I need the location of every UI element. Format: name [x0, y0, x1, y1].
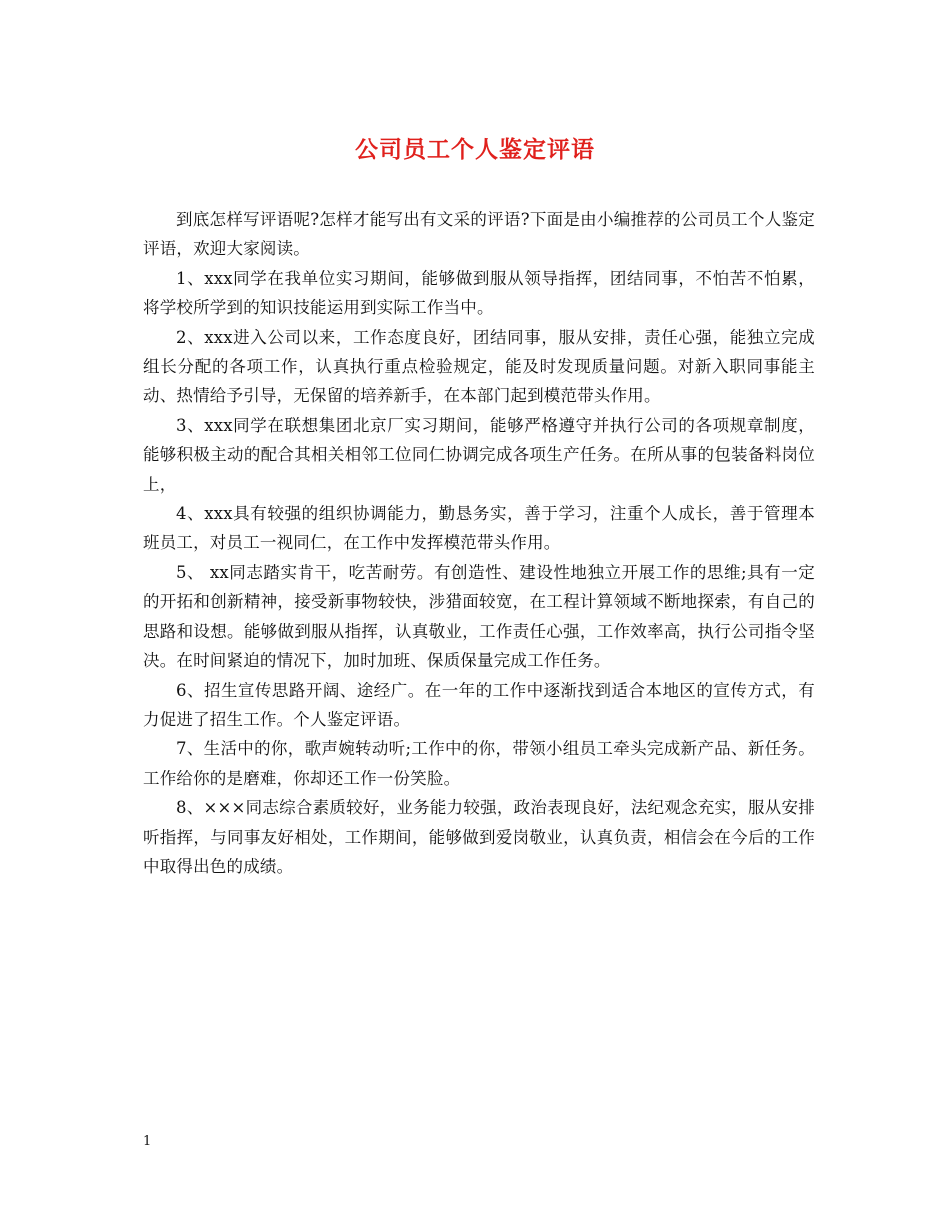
page-number: 1 [143, 1134, 152, 1149]
intro-paragraph: 到底怎样写评语呢?怎样才能写出有文采的评语?下面是由小编推荐的公司员工个人鉴定评语，欢迎大家阅读。 [143, 210, 815, 259]
comment-paragraph-6: 6、招生宣传思路开阔、途经广。在一年的工作中逐渐找到适合本地区的宣传方式，有力促进了招生工作。个人鉴定评语。 [143, 680, 815, 729]
document-title: 公司员工个人鉴定评语 [355, 136, 595, 163]
comment-paragraph-8: 8、×××同志综合素质较好，业务能力较强，政治表现良好，法纪观念充实，服从安排听指挥，与同事友好相处，工作期间，能够做到爱岗敬业，认真负责，相信会在今后的工作中取得出色的成绩。 [143, 798, 815, 876]
comment-paragraph-3: 3、xxx同学在联想集团北京厂实习期间，能够严格遵守并执行公司的各项规章制度，能够积极主动的配合其相关相邻工位同仁协调完成各项生产任务。在所从事的包装备料岗位上， [143, 415, 815, 494]
comment-paragraph-1: 1、xxx同学在我单位实习期间，能够做到服从领导指挥，团结同事，不怕苦不怕累，将学校所学到的知识技能运用到实际工作当中。 [143, 268, 815, 318]
comment-paragraph-7: 7、生活中的你，歌声婉转动听;工作中的你，带领小组员工牵头完成新产品、新任务。工作给你的是磨难，你却还工作一份笑脸。 [143, 739, 815, 788]
comment-paragraph-5: 5、 xx同志踏实肯干，吃苦耐劳。有创造性、建设性地独立开展工作的思维;具有一定的开拓和创新精神，接受新事物较快，涉猎面较宽，在工程计算领域不断地探索，有自己的思路和设想。能够做到服从指挥，认真敬业，工作责任心强，工作效率高，执行公司指令坚决。在时间紧迫的情况下，加时加班、保质保量完成工作任务。 [143, 562, 815, 671]
comment-paragraph-4: 4、xxx具有较强的组织协调能力，勤恳务实，善于学习，注重个人成长，善于管理本班员工，对员工一视同仁，在工作中发挥模范带头作用。 [143, 504, 815, 553]
comment-paragraph-2: 2、xxx进入公司以来，工作态度良好，团结同事，服从安排，责任心强，能独立完成组长分配的各项工作，认真执行重点检验规定，能及时发现质量问题。对新入职同事能主动、热情给予引导，无保留的培养新手，在本部门起到模范带头作用。 [143, 327, 815, 406]
document-body [143, 205, 815, 881]
